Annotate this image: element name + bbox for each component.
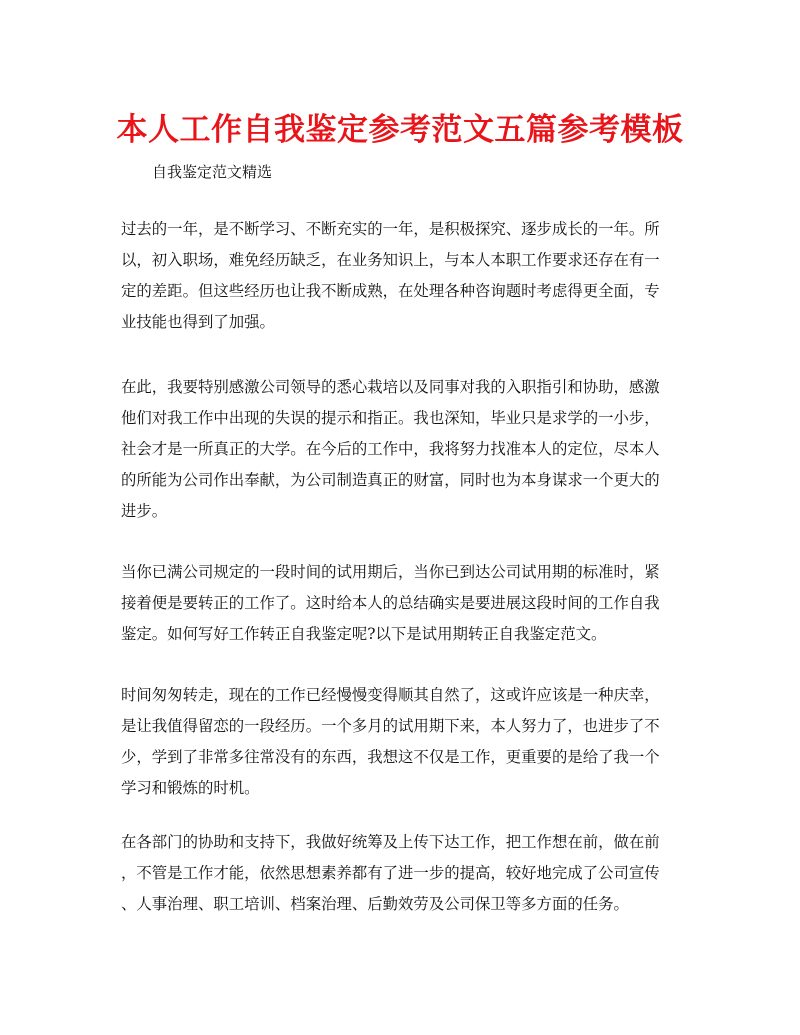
paragraph-line: 以，初入职场，难免经历缺乏，在业务知识上，与本人本职工作要求还存在有一 (121, 251, 660, 269)
paragraph-line: 在各部门的协助和支持下，我做好统筹及上传下达工作，把工作想在前，做在前 (121, 833, 660, 851)
document-title: 本人工作自我鉴定参考范文五篇参考模板 (116, 112, 684, 148)
paragraph-line: ，不管是工作才能，依然思想素养都有了进一步的提高，较好地完成了公司宣传 (121, 864, 660, 882)
paragraph-2 (121, 372, 681, 527)
paragraph-line: 少，学到了非常多往常没有的东西，我想这不仅是工作，更重要的是给了我一个 (121, 748, 660, 766)
paragraph-line: 定的差距。但这些经历也让我不断成熟，在处理各种咨询题时考虑得更全面，专 (121, 282, 660, 300)
paragraph-line: 进步。 (121, 502, 168, 520)
paragraph-line: 他们对我工作中出现的失误的提示和指正。我也深知，毕业只是求学的一小步， (121, 409, 660, 427)
paragraph-line: 时间匆匆转走，现在的工作已经慢慢变得顺其自然了，这或许应该是一种庆幸， (121, 686, 660, 704)
paragraph-4 (121, 680, 681, 804)
paragraph-line: 社会才是一所真正的大学。在今后的工作中，我将努力找准本人的定位，尽本人 (121, 440, 660, 458)
paragraph-line: 当你已满公司规定的一段时间的试用期后，当你已到达公司试用期的标准时，紧 (121, 563, 660, 581)
paragraph-line: 业技能也得到了加强。 (121, 313, 275, 331)
paragraph-5 (121, 827, 681, 920)
paragraph-1 (121, 214, 681, 338)
paragraph-line: 接着便是要转正的工作了。这时给本人的总结确实是要进展这段时间的工作自我 (121, 594, 660, 612)
paragraph-line: 的所能为公司作出奉献，为公司制造真正的财富，同时也为本身谋求一个更大的 (121, 471, 660, 489)
paragraph-line: 、人事治理、职工培训、档案治理、后勤效劳及公司保卫等多方面的任务。 (121, 895, 629, 913)
paragraph-line: 在此，我要特别感激公司领导的悉心栽培以及同事对我的入职指引和协助，感激 (121, 378, 660, 396)
document-subtitle: 自我鉴定范文精选 (152, 163, 273, 181)
paragraph-line: 学习和锻炼的时机。 (121, 779, 260, 797)
paragraph-line: 是让我值得留恋的一段经历。一个多月的试用期下来，本人努力了，也进步了不 (121, 717, 660, 735)
paragraph-line: 过去的一年，是不断学习、不断充实的一年，是积极探究、逐步成长的一年。所 (121, 220, 660, 238)
paragraph-line: 鉴定。如何写好工作转正自我鉴定呢?以下是试用期转正自我鉴定范文。 (121, 625, 607, 643)
paragraph-3 (121, 557, 681, 650)
